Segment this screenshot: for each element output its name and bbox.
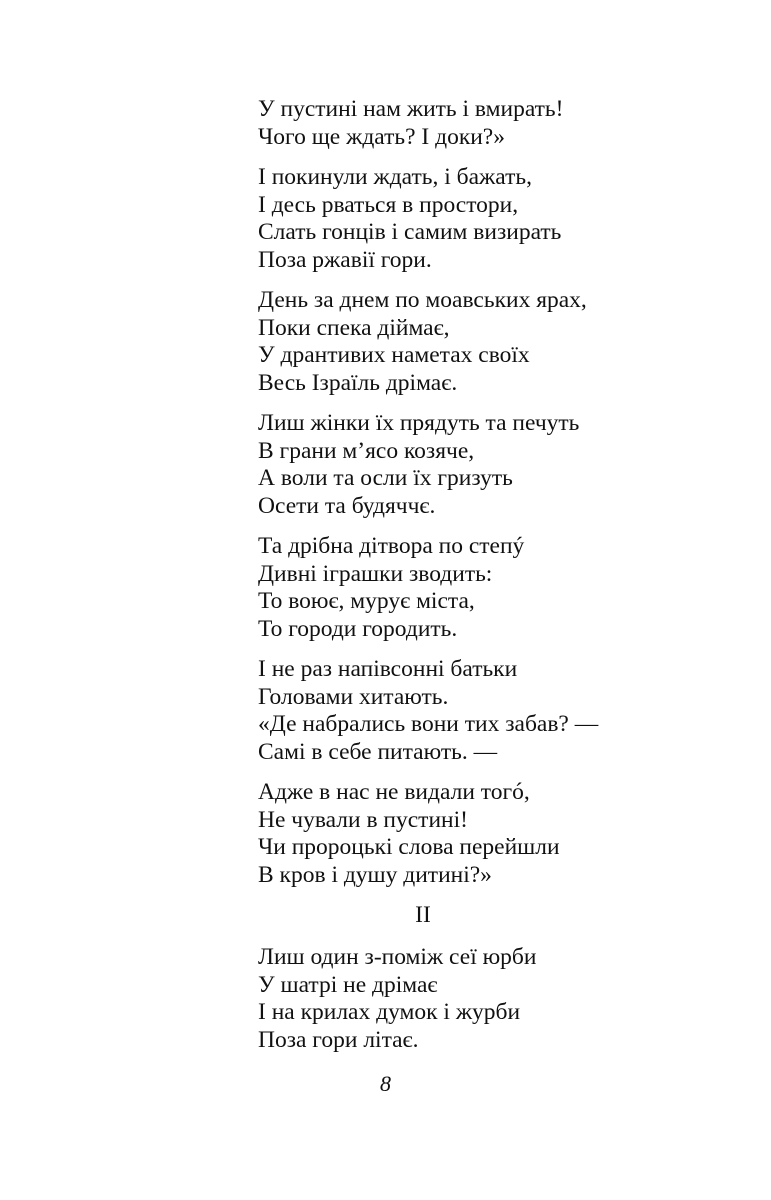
poem-line: У пустині нам жить і вмирать! [258,96,564,122]
poem-line: І не раз напівсонні батьки [258,656,518,682]
poem-line: Слать гонців і самим визирать [258,219,562,245]
stanza-6 [258,656,678,766]
poem-line: Чи пророцькі слова перейшли [258,834,560,860]
poem-line: Дивні іграшки зводить: [258,560,493,587]
poem-line: Лиш один з-поміж сеї юрби [258,944,537,970]
stanza-section-2 [258,944,536,1054]
stanza-2 [258,164,678,274]
poem-line: Поза ржавії гори. [258,246,432,273]
stanza-7 [258,779,678,889]
poem-line: У дрантивих наметах своїх [258,342,530,368]
poem-line: Самі в себе питають. — [258,738,498,765]
poem-line: То воює, мурує міста, [258,588,475,614]
page-number: 8 [380,1071,391,1096]
poem-page [258,96,678,1053]
stanza-1 [258,96,678,151]
stanza-3 [258,287,678,397]
poem-line: Головами хитають. [258,683,449,710]
section-heading: II [415,902,431,928]
stanza-4 [258,410,678,520]
poem-line: То городи городить. [258,615,458,642]
poem-line: Лиш жінки їх прядуть та печуть [258,410,580,436]
poem-line: Осети та будяччє. [258,492,436,519]
poem-line: Чого ще ждать? І доки?» [258,123,505,150]
poem-line: День за днем по моавських ярах, [258,287,587,313]
poem-line: У шатрі не дрімає [258,971,438,998]
poem-line: В кров і душу дитині?» [258,861,492,888]
poem-line: В грани м’ясо козяче, [258,437,475,464]
poem-line: Не чували в пустині! [258,806,468,833]
poem-line: І покинули ждать, і бажать, [258,164,532,190]
stanza-5 [258,533,678,643]
poem-line: Адже в нас не видали тогó, [258,779,530,805]
poem-line: І на крилах думок і журби [258,999,521,1025]
poem-line: Поза гори літає. [258,1026,419,1053]
poem-line: Та дрібна дітвора по степý [258,533,525,559]
poem-line: «Де набрались вони тих забав? — [258,711,599,737]
poem-line: Поки спека діймає, [258,314,450,341]
poem-line: А воли та осли їх гризуть [258,465,513,491]
poem-line: І десь рваться в простори, [258,191,519,218]
poem-line: Весь Ізраїль дрімає. [258,369,458,396]
